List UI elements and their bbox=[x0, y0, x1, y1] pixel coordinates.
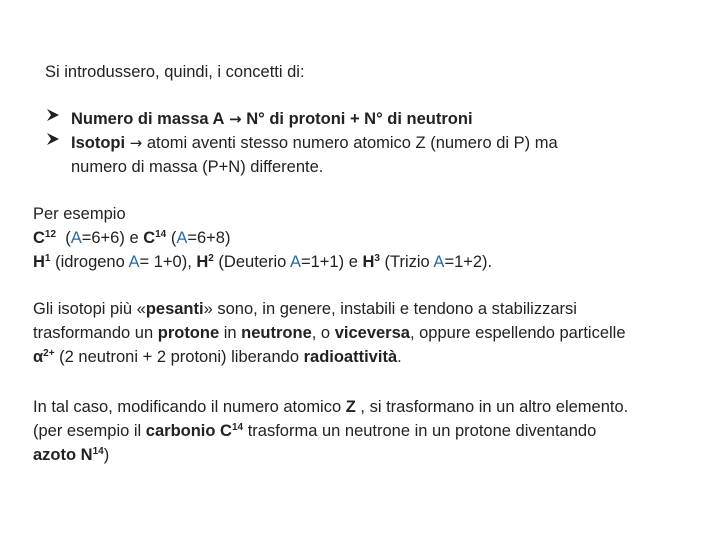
mass-number-sup: 12 bbox=[44, 229, 57, 240]
mass-symbol-a: A bbox=[433, 253, 445, 271]
mass-number-sup: 14 bbox=[231, 422, 244, 433]
paragraph-line bbox=[33, 395, 628, 419]
carbon-symbol: C bbox=[33, 229, 45, 247]
text: = 1+0), bbox=[139, 253, 197, 271]
hydrogen-symbol: H bbox=[33, 253, 45, 271]
arrowhead-bullet-icon bbox=[45, 131, 71, 155]
carbon-symbol: C bbox=[143, 229, 156, 247]
paragraph-line bbox=[33, 297, 626, 321]
alpha-symbol: α bbox=[33, 348, 44, 366]
paragraph-line bbox=[33, 321, 626, 345]
intro-text: Si introdussero, quindi, i concetti di: bbox=[45, 63, 305, 81]
mass-number-sup: 14 bbox=[92, 446, 104, 457]
text: ) bbox=[103, 446, 110, 464]
emphasis: pesanti bbox=[145, 300, 204, 318]
text: (Trizio bbox=[379, 253, 434, 271]
text: . bbox=[397, 348, 402, 366]
text: (per esempio il bbox=[33, 422, 146, 440]
text: , o bbox=[311, 324, 335, 342]
text: ( bbox=[166, 229, 177, 247]
text: =6+8) bbox=[187, 229, 231, 247]
paragraph-line bbox=[33, 345, 626, 369]
text: ( bbox=[65, 229, 71, 247]
paragraph-line bbox=[33, 443, 628, 467]
emphasis: viceversa bbox=[334, 324, 410, 342]
bullet-list bbox=[45, 107, 631, 179]
mass-number-sup: 2 bbox=[208, 253, 214, 264]
definition-isotopi-line1: atomi aventi stesso numero atomico Z (numero di P) ma bbox=[146, 134, 558, 152]
text: » sono, in genere, instabili e tendono a stabilizzarsi bbox=[203, 300, 577, 318]
carbon-example-line bbox=[33, 226, 492, 250]
emphasis: Z bbox=[345, 398, 356, 416]
text: (2 neutroni + 2 protoni) liberando bbox=[54, 348, 304, 366]
text: Gli isotopi più « bbox=[33, 300, 146, 318]
isotopes-paragraph bbox=[33, 297, 626, 369]
mass-number-sup: 14 bbox=[155, 229, 167, 240]
hydrogen-symbol: H bbox=[196, 253, 209, 271]
mass-symbol-a: A bbox=[289, 253, 301, 271]
text: trasforma un neutrone in un protone diventando bbox=[243, 422, 597, 440]
text: , si trasformano in un altro elemento. bbox=[355, 398, 629, 416]
text: In tal caso, modificando il numero atomico bbox=[33, 398, 346, 416]
mass-number-sup: 3 bbox=[374, 253, 380, 264]
emphasis: carbonio C bbox=[145, 422, 232, 440]
arrowhead-bullet-icon bbox=[45, 107, 71, 131]
text: in bbox=[219, 324, 242, 342]
bullet-text bbox=[71, 107, 631, 131]
charge-sup: 2+ bbox=[43, 348, 55, 359]
right-arrow-icon: → bbox=[129, 134, 143, 152]
definition-isotopi-line2: numero di massa (P+N) differente. bbox=[71, 158, 324, 176]
examples-heading: Per esempio bbox=[33, 205, 126, 223]
mass-symbol-a: A bbox=[176, 229, 188, 247]
mass-number-sup: 1 bbox=[44, 253, 51, 264]
mass-symbol-a: A bbox=[70, 229, 82, 247]
mass-symbol-a: A bbox=[128, 253, 140, 271]
emphasis: azoto N bbox=[33, 446, 93, 464]
definition-numero-di-massa: N° di protoni + N° di neutroni bbox=[246, 110, 473, 128]
text: =1+1) e bbox=[300, 253, 363, 271]
hydrogen-symbol: H bbox=[362, 253, 375, 271]
bullet-item-isotopi bbox=[45, 131, 631, 179]
text: =1+2). bbox=[444, 253, 493, 271]
bullet-text bbox=[71, 131, 631, 179]
text: (Deuterio bbox=[213, 253, 290, 271]
text: (idrogeno bbox=[50, 253, 129, 271]
right-arrow-icon: → bbox=[229, 110, 242, 128]
term-isotopi: Isotopi bbox=[71, 134, 126, 152]
emphasis: radioattività bbox=[303, 348, 398, 366]
transmutation-paragraph bbox=[33, 395, 628, 467]
text: , oppure espellendo particelle bbox=[409, 324, 626, 342]
text: trasformando un bbox=[33, 324, 158, 342]
emphasis: neutrone bbox=[241, 324, 312, 342]
text: =6+6) e bbox=[81, 229, 144, 247]
term-numero-di-massa: Numero di massa A bbox=[71, 110, 225, 128]
hydrogen-example-line bbox=[33, 250, 492, 274]
examples-section bbox=[33, 202, 492, 274]
emphasis: protone bbox=[157, 324, 220, 342]
bullet-item-numero-di-massa bbox=[45, 107, 631, 131]
paragraph-line bbox=[33, 419, 628, 443]
